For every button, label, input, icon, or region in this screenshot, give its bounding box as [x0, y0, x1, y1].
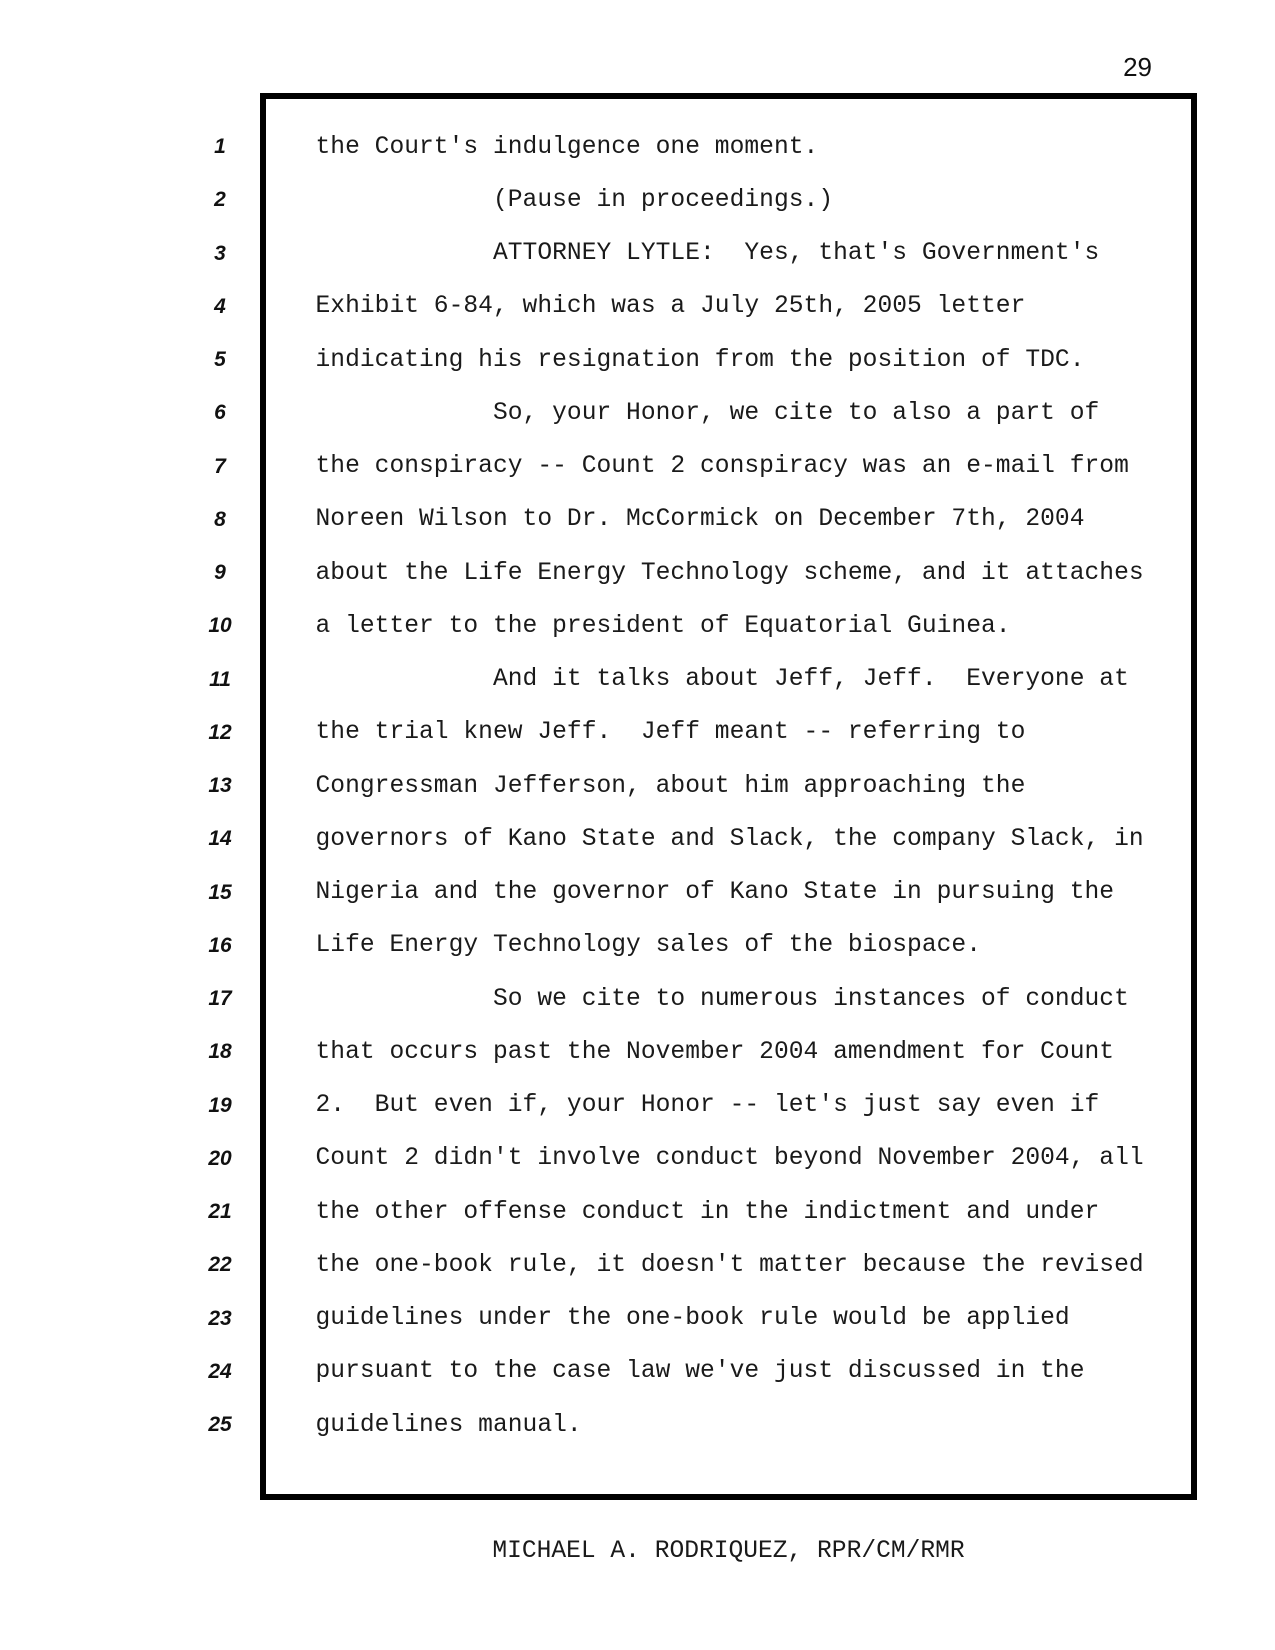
line-text: Nigeria and the governor of Kano State in pursuing the: [315, 879, 1115, 907]
reporter-name-footer: MICHAEL A. RODRIQUEZ, RPR/CM/RMR: [492, 1538, 965, 1565]
line-number: 19: [208, 1093, 232, 1117]
transcript-line: [0, 440, 1275, 493]
line-text: that occurs past the November 2004 amendment for Count: [315, 1038, 1115, 1066]
line-text: indicating his resignation from the position of TDC.: [315, 346, 1085, 374]
line-number: 4: [214, 294, 226, 318]
line-text: Noreen Wilson to Dr. McCormick on December 7th, 2004: [315, 506, 1085, 534]
transcript-line: [0, 1185, 1275, 1238]
line-number: 2: [214, 188, 226, 212]
line-text: So, your Honor, we cite to also a part of: [315, 399, 1100, 427]
transcript-line: [0, 653, 1275, 706]
transcript-line: [0, 227, 1275, 280]
line-text: guidelines manual.: [315, 1411, 582, 1439]
line-number: 18: [208, 1040, 232, 1064]
line-number: 1: [214, 135, 226, 159]
line-number: 25: [208, 1413, 232, 1437]
transcript-line: [0, 972, 1275, 1025]
transcript-line: [0, 120, 1275, 173]
line-text: Exhibit 6-84, which was a July 25th, 2005 letter: [315, 293, 1026, 321]
line-number: 11: [209, 667, 231, 691]
transcript-line: [0, 387, 1275, 440]
line-text: Congressman Jefferson, about him approaching the: [315, 772, 1026, 800]
transcript-line: [0, 866, 1275, 919]
transcript-line: [0, 546, 1275, 599]
transcript-line: [0, 493, 1275, 546]
transcript-line: [0, 1079, 1275, 1132]
line-number: 7: [214, 454, 226, 478]
transcript-line: [0, 600, 1275, 653]
line-text: the trial knew Jeff. Jeff meant -- referring to: [315, 719, 1026, 747]
line-number: 17: [208, 987, 232, 1011]
line-text: pursuant to the case law we've just discussed in the: [315, 1358, 1085, 1386]
line-text: Life Energy Technology sales of the biospace.: [315, 932, 981, 960]
transcript-line: [0, 1026, 1275, 1079]
line-number: 3: [214, 241, 226, 265]
line-number: 15: [208, 880, 232, 904]
line-number: 5: [214, 348, 226, 372]
line-text: the other offense conduct in the indictment and under: [315, 1198, 1100, 1226]
transcript-line: [0, 1398, 1275, 1451]
line-number: 23: [208, 1306, 232, 1330]
line-number: 21: [208, 1200, 232, 1224]
line-text: governors of Kano State and Slack, the company Slack, in: [315, 825, 1144, 853]
transcript-line: [0, 174, 1275, 227]
transcript-line: [0, 759, 1275, 812]
line-text: So we cite to numerous instances of conduct: [315, 985, 1129, 1013]
line-number: 22: [208, 1253, 232, 1277]
transcript-line: [0, 706, 1275, 759]
transcript-line: [0, 1239, 1275, 1292]
line-number: 14: [208, 827, 232, 851]
transcript-lines: [0, 120, 1275, 1451]
line-number: 20: [208, 1146, 232, 1170]
line-number: 13: [208, 774, 232, 798]
line-number: 6: [214, 401, 226, 425]
transcript-line: [0, 919, 1275, 972]
line-text: (Pause in proceedings.): [315, 186, 834, 214]
transcript-line: [0, 333, 1275, 386]
line-text: the one-book rule, it doesn't matter because the revised: [315, 1251, 1144, 1279]
line-text: Count 2 didn't involve conduct beyond November 2004, all: [315, 1145, 1144, 1173]
transcript-line: [0, 1132, 1275, 1185]
line-text: about the Life Energy Technology scheme, and it attaches: [315, 559, 1144, 587]
line-number: 16: [208, 933, 232, 957]
line-text: And it talks about Jeff, Jeff. Everyone at: [315, 666, 1129, 694]
line-text: ATTORNEY LYTLE: Yes, that's Government's: [315, 240, 1100, 268]
transcript-line: [0, 280, 1275, 333]
line-number: 24: [208, 1359, 232, 1383]
line-text: guidelines under the one-book rule would be applied: [315, 1305, 1070, 1333]
line-text: 2. But even if, your Honor -- let's just say even if: [315, 1092, 1100, 1120]
transcript-line: [0, 1345, 1275, 1398]
line-number: 8: [214, 507, 226, 531]
line-text: a letter to the president of Equatorial Guinea.: [315, 612, 1011, 640]
line-text: the Court's indulgence one moment.: [315, 133, 819, 161]
line-number: 10: [208, 614, 232, 638]
line-text: the conspiracy -- Count 2 conspiracy was an e-mail from: [315, 453, 1129, 481]
transcript-line: [0, 813, 1275, 866]
transcript-line: [0, 1292, 1275, 1345]
page-number: 29: [1123, 52, 1152, 82]
line-number: 9: [214, 561, 226, 585]
line-number: 12: [208, 720, 232, 744]
